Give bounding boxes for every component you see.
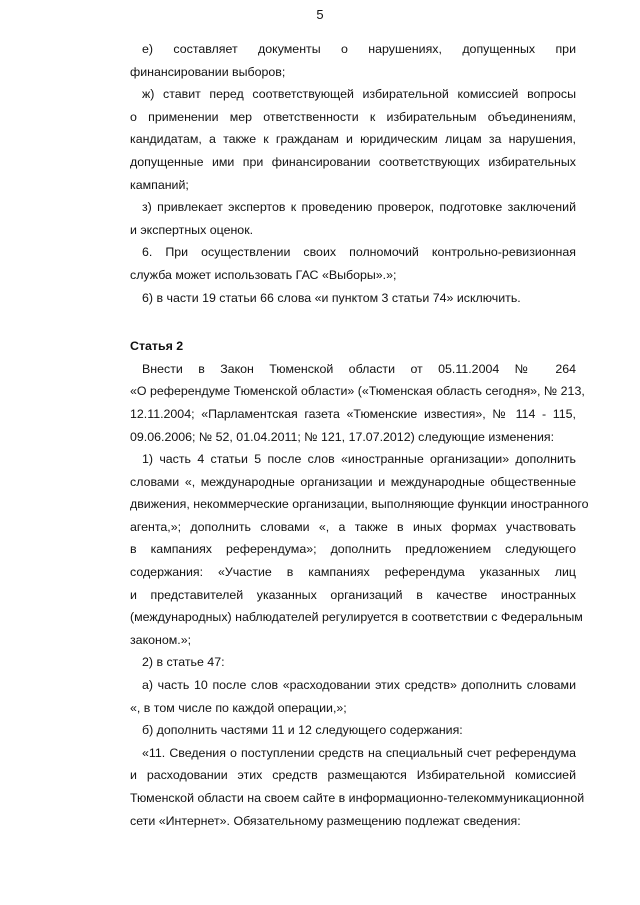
text-line: а) часть 10 после слов «расходовании этих средств» дополнить словами (142, 678, 576, 693)
text-line: 6) в части 19 статьи 66 слова «и пунктом 3 статьи 74» исключить. (142, 290, 521, 305)
paragraph (118, 651, 576, 674)
text-line: словами «, международные организации и международные общественные (130, 474, 576, 489)
text-line: 6. При осуществлении своих полномочий контрольно-ревизионная (142, 245, 576, 260)
text-line: 12.11.2004; «Парламентская газета «Тюменские известия», № 114 - 115, (130, 406, 576, 421)
paragraph (118, 38, 576, 83)
page-number: 5 (316, 7, 324, 22)
paragraph (118, 358, 585, 448)
text-line: в кампаниях референдума»; дополнить предложением следующего (130, 542, 576, 557)
text-line: ж) ставит перед соответствующей избирательной комиссией вопросы (142, 87, 576, 102)
text-line: Внести в Закон Тюменской области от 05.11.2004 № 264 (142, 361, 576, 376)
document-body (118, 38, 589, 832)
text-line: служба может использовать ГАС «Выборы».»; (130, 267, 397, 282)
text-line: законом.»; (130, 632, 192, 647)
text-line: движения, некоммерческие организации, выполняющие функции иностранного (130, 497, 589, 512)
paragraph (118, 674, 576, 719)
text-line: Тюменской области на своем сайте в информационно-телекоммуникационной (130, 791, 585, 805)
text-line: и расходовании этих средств размещаются Избирательной комиссией (130, 768, 576, 783)
text-line: и представителей указанных организаций в качестве иностранных (130, 587, 576, 602)
text-line: финансировании выборов; (130, 64, 286, 79)
paragraph (118, 196, 576, 241)
text-line: допущенные ими при финансировании соответствующих избирательных (130, 154, 576, 169)
text-line: е) составляет документы о нарушениях, допущенных при (142, 42, 576, 56)
text-line: «11. Сведения о поступлении средств на специальный счет референдума (142, 745, 576, 760)
paragraph (118, 83, 576, 196)
text-line: «О референдуме Тюменской области» («Тюменская область сегодня», № 213, (130, 384, 585, 399)
paragraphs-after (118, 358, 589, 832)
text-line: б) дополнить частями 11 и 12 следующего содержания: (142, 723, 463, 738)
paragraph (118, 448, 589, 651)
paragraph (118, 719, 576, 742)
text-line: и экспертных оценок. (130, 222, 254, 237)
article-heading: Статья 2 (130, 339, 184, 354)
text-line: (международных) наблюдателей регулируется в соответствии с Федеральным (130, 610, 583, 625)
text-line: агента,»; дополнить словами «, а также в иных формах участвовать (130, 519, 576, 534)
text-line: 09.06.2006; № 52, 01.04.2011; № 121, 17.07.2012) следующие изменения: (130, 429, 555, 444)
text-line: сети «Интернет». Обязательному размещению подлежат сведения: (130, 813, 521, 828)
paragraph (118, 742, 585, 832)
paragraph (118, 241, 576, 286)
text-line: 2) в статье 47: (142, 655, 225, 670)
text-line: кандидатам, а также к гражданам и юридическим лицам за нарушения, (130, 132, 576, 147)
section-gap (118, 309, 576, 331)
text-line: з) привлекает экспертов к проведению проверок, подготовке заключений (142, 200, 576, 215)
text-line: содержания: «Участие в кампаниях референдума указанных лиц (130, 565, 576, 580)
text-line: кампаний; (130, 177, 189, 192)
text-line: «, в том числе по каждой операции,»; (130, 700, 347, 715)
text-line: 1) часть 4 статьи 5 после слов «иностранные организации» дополнить (142, 452, 576, 467)
paragraph (118, 287, 576, 310)
paragraphs-before (118, 38, 576, 309)
text-line: о применении мер ответственности к избирательным объединениям, (130, 109, 576, 124)
